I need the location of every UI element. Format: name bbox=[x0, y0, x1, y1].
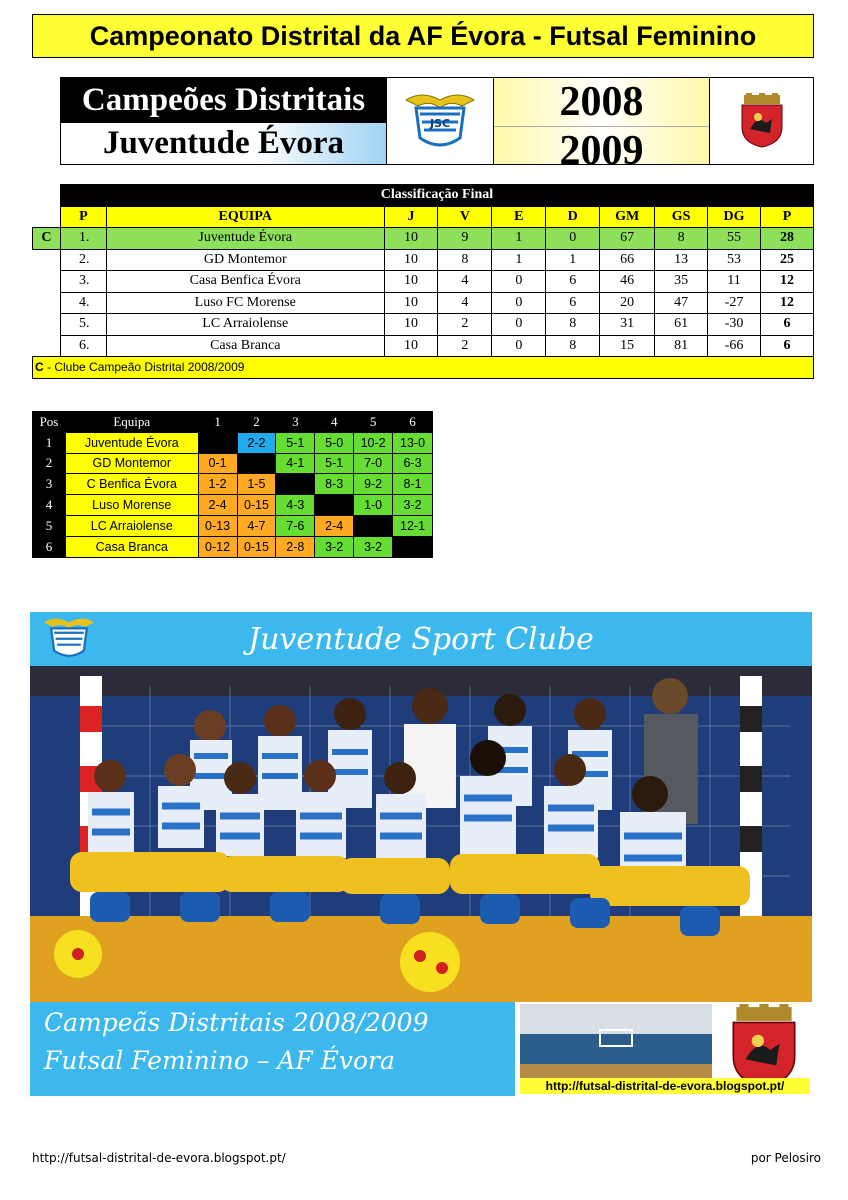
row-draws: 0 bbox=[492, 335, 546, 357]
footnote-text: - Clube Campeão Distrital 2008/2009 bbox=[43, 360, 245, 375]
row-points: 6 bbox=[761, 314, 814, 336]
match-result-cell: 2-4 bbox=[198, 495, 237, 516]
header-wins: V bbox=[438, 206, 492, 228]
city-coat-of-arms-logo bbox=[710, 78, 813, 164]
matrix-row-pos: 2 bbox=[33, 453, 66, 474]
match-result-cell: 1-2 bbox=[198, 474, 237, 495]
match-result-cell: 5-1 bbox=[315, 453, 354, 474]
row-wins: 2 bbox=[438, 314, 492, 336]
standings-row bbox=[33, 292, 814, 314]
row-points: 12 bbox=[761, 292, 814, 314]
matrix-row-team: Luso Morense bbox=[65, 495, 198, 516]
standings-footnote-row bbox=[33, 357, 814, 379]
matrix-header-col: 2 bbox=[237, 412, 276, 433]
match-result-cell: 2-4 bbox=[315, 515, 354, 536]
matrix-diagonal-cell bbox=[276, 474, 315, 495]
team-photo-poster bbox=[30, 612, 812, 1096]
row-goals-for: 66 bbox=[600, 249, 655, 271]
matrix-header-col: 4 bbox=[315, 412, 354, 433]
row-goals-for: 20 bbox=[600, 292, 655, 314]
matrix-row bbox=[33, 536, 433, 557]
match-result-cell: 4-7 bbox=[237, 515, 276, 536]
champions-label: Campeões Distritais bbox=[61, 78, 386, 122]
match-result-cell: 1-5 bbox=[237, 474, 276, 495]
row-draws: 1 bbox=[492, 249, 546, 271]
matrix-row-pos: 3 bbox=[33, 474, 66, 495]
row-goals-for: 67 bbox=[600, 228, 655, 250]
team-photo bbox=[30, 666, 812, 1002]
row-draws: 0 bbox=[492, 292, 546, 314]
match-result-cell: 9-2 bbox=[354, 474, 393, 495]
row-goals-for: 31 bbox=[600, 314, 655, 336]
row-wins: 4 bbox=[438, 292, 492, 314]
final-standings-table bbox=[32, 184, 814, 379]
header-points: P bbox=[761, 206, 814, 228]
poster-title-bar bbox=[30, 612, 812, 666]
row-draws: 1 bbox=[492, 228, 546, 250]
match-result-cell: 4-1 bbox=[276, 453, 315, 474]
row-played: 10 bbox=[384, 335, 438, 357]
row-played: 10 bbox=[384, 249, 438, 271]
row-losses: 6 bbox=[546, 292, 600, 314]
matrix-row bbox=[33, 432, 433, 453]
matrix-row bbox=[33, 453, 433, 474]
header-goals-against: GS bbox=[655, 206, 708, 228]
standings-header-row bbox=[33, 206, 814, 228]
matrix-header-col: 3 bbox=[276, 412, 315, 433]
matrix-row bbox=[33, 515, 433, 536]
row-pos: 1. bbox=[60, 228, 106, 250]
club-crest-small-logo bbox=[32, 612, 106, 664]
match-result-cell: 0-15 bbox=[237, 495, 276, 516]
matrix-row-team: C Benfica Évora bbox=[65, 474, 198, 495]
row-played: 10 bbox=[384, 271, 438, 293]
poster-url-link[interactable]: http://futsal-distrital-de-evora.blogspot.pt/ bbox=[520, 1078, 810, 1094]
match-result-cell: 8-1 bbox=[393, 474, 433, 495]
poster-caption-line2: Futsal Feminino – AF Évora bbox=[44, 1046, 395, 1075]
matrix-header-team: Equipa bbox=[65, 412, 198, 433]
poster-caption-area bbox=[30, 1002, 812, 1096]
row-team: GD Montemor bbox=[106, 249, 384, 271]
footer-url-link[interactable]: http://futsal-distrital-de-evora.blogspot.pt/ bbox=[32, 1151, 286, 1165]
footnote-mark: C bbox=[35, 360, 44, 375]
row-goals-against: 8 bbox=[655, 228, 708, 250]
matrix-row bbox=[33, 474, 433, 495]
row-points: 28 bbox=[761, 228, 814, 250]
matrix-header-col: 5 bbox=[354, 412, 393, 433]
standings-row bbox=[33, 249, 814, 271]
row-wins: 4 bbox=[438, 271, 492, 293]
standings-title-row bbox=[33, 185, 814, 207]
match-result-cell: 0-12 bbox=[198, 536, 237, 557]
header-pos: P bbox=[60, 206, 106, 228]
page-banner bbox=[32, 14, 814, 58]
row-wins: 8 bbox=[438, 249, 492, 271]
matrix-row-team: Juventude Évora bbox=[65, 432, 198, 453]
matrix-row-pos: 1 bbox=[33, 432, 66, 453]
match-result-cell: 0-15 bbox=[237, 536, 276, 557]
poster-caption-line1: Campeãs Distritais 2008/2009 bbox=[44, 1008, 429, 1037]
row-pos: 6. bbox=[60, 335, 106, 357]
matrix-row-pos: 5 bbox=[33, 515, 66, 536]
row-losses: 0 bbox=[546, 228, 600, 250]
row-goal-diff: 53 bbox=[708, 249, 761, 271]
matrix-header-col: 1 bbox=[198, 412, 237, 433]
match-result-cell: 3-2 bbox=[315, 536, 354, 557]
match-result-cell: 7-0 bbox=[354, 453, 393, 474]
matrix-row-team: LC Arraiolense bbox=[65, 515, 198, 536]
champion-mark: C bbox=[33, 228, 61, 250]
row-goals-against: 35 bbox=[655, 271, 708, 293]
poster-title: Juventude Sport Clube bbox=[248, 621, 594, 657]
match-result-cell: 3-2 bbox=[393, 495, 433, 516]
row-losses: 6 bbox=[546, 271, 600, 293]
matrix-diagonal-cell bbox=[393, 536, 433, 557]
year-end: 2009 bbox=[494, 126, 709, 175]
row-wins: 2 bbox=[438, 335, 492, 357]
header-losses: D bbox=[546, 206, 600, 228]
footer-author: por Pelosiro bbox=[750, 1151, 821, 1165]
row-draws: 0 bbox=[492, 314, 546, 336]
year-start: 2008 bbox=[559, 79, 644, 125]
row-points: 25 bbox=[761, 249, 814, 271]
match-result-cell: 3-2 bbox=[354, 536, 393, 557]
standings-row bbox=[33, 271, 814, 293]
row-pos: 3. bbox=[60, 271, 106, 293]
match-result-cell: 13-0 bbox=[393, 432, 433, 453]
row-team: Luso FC Morense bbox=[106, 292, 384, 314]
row-goals-against: 47 bbox=[655, 292, 708, 314]
matrix-row-team: GD Montemor bbox=[65, 453, 198, 474]
standings-footnote bbox=[33, 357, 814, 379]
row-losses: 8 bbox=[546, 314, 600, 336]
match-result-cell: 7-6 bbox=[276, 515, 315, 536]
champions-label-block bbox=[61, 78, 387, 164]
header-played: J bbox=[384, 206, 438, 228]
match-result-cell: 2-2 bbox=[237, 432, 276, 453]
match-result-cell: 10-2 bbox=[354, 432, 393, 453]
row-goals-for: 46 bbox=[600, 271, 655, 293]
match-result-cell: 5-1 bbox=[276, 432, 315, 453]
row-goal-diff: 55 bbox=[708, 228, 761, 250]
row-wins: 9 bbox=[438, 228, 492, 250]
svg-text:JSC: JSC bbox=[429, 117, 451, 130]
results-matrix-table bbox=[32, 411, 433, 558]
champions-header bbox=[60, 77, 814, 174]
header-goal-diff: DG bbox=[708, 206, 761, 228]
match-result-cell: 0-13 bbox=[198, 515, 237, 536]
row-team: LC Arraiolense bbox=[106, 314, 384, 336]
matrix-diagonal-cell bbox=[354, 515, 393, 536]
futsal-court-thumbnail bbox=[520, 1004, 712, 1078]
match-result-cell: 0-1 bbox=[198, 453, 237, 474]
matrix-header-row bbox=[33, 412, 433, 433]
standings-row bbox=[33, 314, 814, 336]
match-result-cell: 4-3 bbox=[276, 495, 315, 516]
row-losses: 8 bbox=[546, 335, 600, 357]
match-result-cell: 8-3 bbox=[315, 474, 354, 495]
champions-team: Juventude Évora bbox=[61, 122, 386, 164]
match-result-cell: 5-0 bbox=[315, 432, 354, 453]
row-goal-diff: -30 bbox=[708, 314, 761, 336]
banner-title: Campeonato Distrital da AF Évora - Futsal Feminino bbox=[89, 20, 757, 51]
row-losses: 1 bbox=[546, 249, 600, 271]
match-result-cell: 6-3 bbox=[393, 453, 433, 474]
row-team: Casa Branca bbox=[106, 335, 384, 357]
header-team: EQUIPA bbox=[106, 206, 384, 228]
row-team: Casa Benfica Évora bbox=[106, 271, 384, 293]
row-played: 10 bbox=[384, 314, 438, 336]
season-years bbox=[494, 78, 710, 174]
row-played: 10 bbox=[384, 292, 438, 314]
standings-row bbox=[33, 228, 814, 250]
matrix-row-pos: 6 bbox=[33, 536, 66, 557]
row-goals-against: 61 bbox=[655, 314, 708, 336]
standings-row bbox=[33, 335, 814, 357]
club-crest-logo bbox=[387, 78, 494, 164]
header-draws: E bbox=[492, 206, 546, 228]
matrix-diagonal-cell bbox=[237, 453, 276, 474]
match-result-cell: 12-1 bbox=[393, 515, 433, 536]
row-pos: 5. bbox=[60, 314, 106, 336]
row-draws: 0 bbox=[492, 271, 546, 293]
row-pos: 2. bbox=[60, 249, 106, 271]
matrix-row bbox=[33, 495, 433, 516]
row-goal-diff: -66 bbox=[708, 335, 761, 357]
row-points: 6 bbox=[761, 335, 814, 357]
row-points: 12 bbox=[761, 271, 814, 293]
row-played: 10 bbox=[384, 228, 438, 250]
matrix-header-col: 6 bbox=[393, 412, 433, 433]
row-goals-for: 15 bbox=[600, 335, 655, 357]
row-goal-diff: -27 bbox=[708, 292, 761, 314]
row-goals-against: 13 bbox=[655, 249, 708, 271]
row-goal-diff: 11 bbox=[708, 271, 761, 293]
matrix-header-pos: Pos bbox=[33, 412, 66, 433]
matrix-diagonal-cell bbox=[315, 495, 354, 516]
header-goals-for: GM bbox=[600, 206, 655, 228]
row-team: Juventude Évora bbox=[106, 228, 384, 250]
matrix-row-team: Casa Branca bbox=[65, 536, 198, 557]
standings-title: Classificação Final bbox=[60, 185, 813, 207]
row-goals-against: 81 bbox=[655, 335, 708, 357]
matrix-diagonal-cell bbox=[198, 432, 237, 453]
match-result-cell: 2-8 bbox=[276, 536, 315, 557]
match-result-cell: 1-0 bbox=[354, 495, 393, 516]
matrix-row-pos: 4 bbox=[33, 495, 66, 516]
row-pos: 4. bbox=[60, 292, 106, 314]
